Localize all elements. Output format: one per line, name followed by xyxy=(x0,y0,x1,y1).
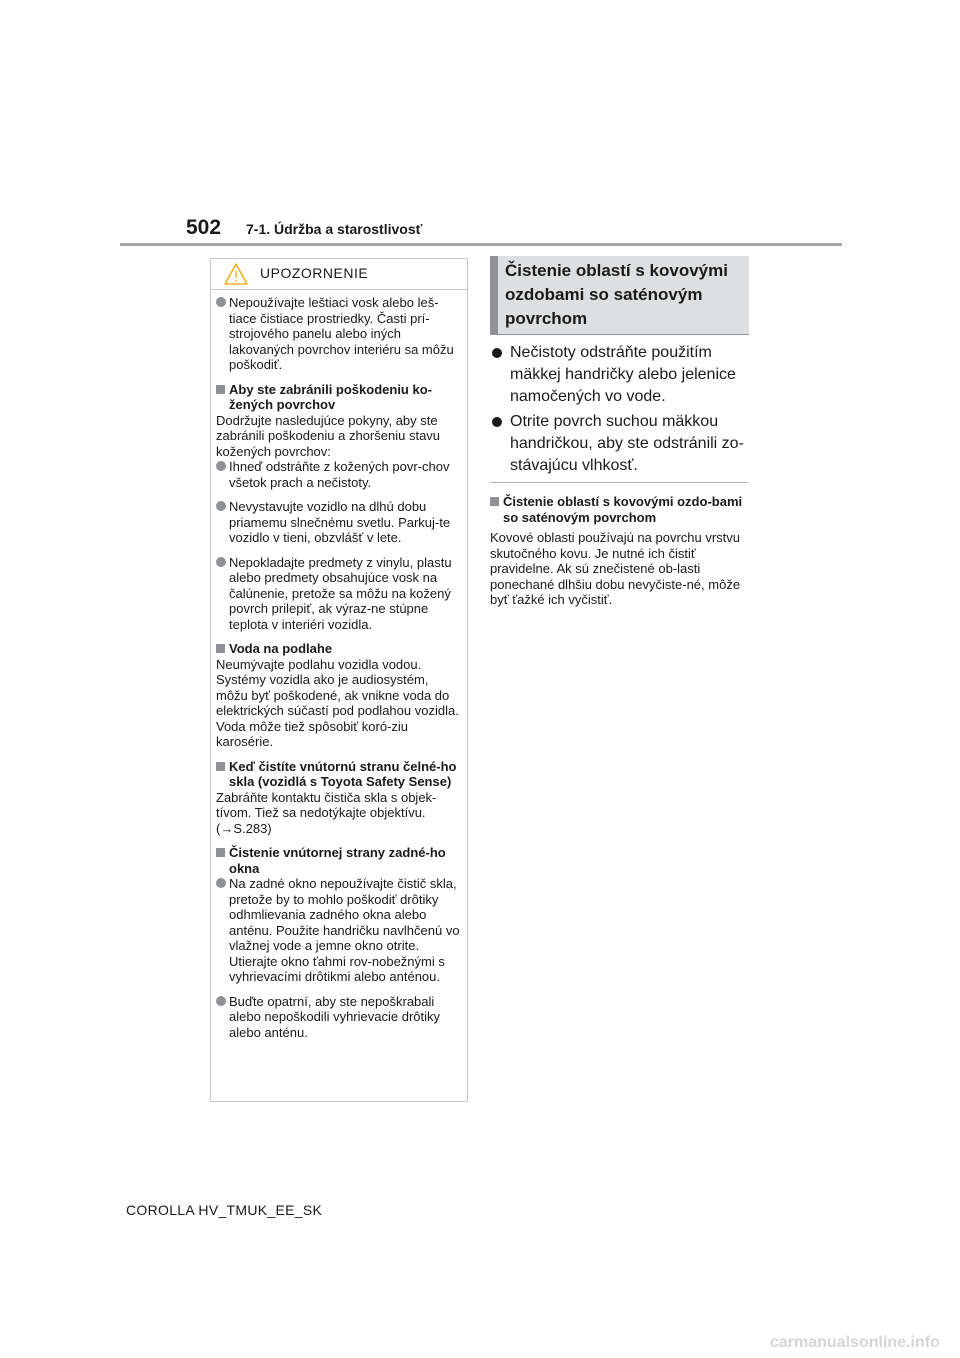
section-title: Čistenie oblastí s kovovými ozdobami so saténovým povrchom xyxy=(490,256,749,335)
rear-window-heading: Čistenie vnútornej strany zadné-ho okna xyxy=(216,845,462,876)
rear-window-bullet: Na zadné okno nepoužívajte čistič skla, pretože by to mohlo poškodiť drôtiky odhmlievania zadného okna alebo anténu. Použite handričku navlhčenú vo vlažnej vode a jemne okno otrite. Utierajte okno ťahmi rov-nobežnými s vyhrievacími drôtikmi alebo anténou. xyxy=(216,876,462,985)
warning-intro-bullet: Nepoužívajte leštiaci vosk alebo leš-tiace čistiace prostriedky. Časti prí-strojového panelu alebo iných lakovaných povrchov interiéru sa môžu poškodiť. xyxy=(216,295,462,373)
warning-title: UPOZORNENIE xyxy=(260,265,369,281)
chapter-title: 7-1. Údržba a starostlivosť xyxy=(246,221,423,237)
windshield-text: Zabráňte kontaktu čističa skla s objek-tívom. Tiež sa nedotýkajte objektívu. xyxy=(216,789,437,820)
windshield-heading: Keď čistíte vnútornú stranu čelné-ho skla (vozidlá s Toyota Safety Sense) xyxy=(216,759,462,790)
page-header xyxy=(0,0,960,250)
windshield-section xyxy=(216,759,462,837)
floor-section xyxy=(216,641,462,750)
page-reference-link[interactable]: (→S.283) xyxy=(216,820,272,836)
leather-bullet: Nepokladajte predmety z vinylu, plastu alebo predmety obsahujúce vosk na čalúnenie, pretože sa môžu na kožený povrch prilepiť, ak výraz-ne stúpne teplota v interiéri vozidla. xyxy=(216,555,462,633)
rear-window-bullet: Buďte opatrní, aby ste nepoškrabali alebo nepoškodili vyhrievacie drôtiky alebo anténu. xyxy=(216,994,462,1041)
leather-bullet: Nevystavujte vozidlo na dlhú dobu priamemu slnečnému svetlu. Parkuj-te vozidlo v tieni, obzvlášť v lete. xyxy=(216,499,462,546)
header-rule xyxy=(120,243,842,246)
footer-model: COROLLA HV_TMUK_EE_SK xyxy=(126,1202,323,1218)
warning-box xyxy=(210,258,468,1102)
leather-section xyxy=(216,382,462,633)
rear-window-section xyxy=(216,845,462,1040)
note-heading: Čistenie oblastí s kovovými ozdo-bami so saténovým povrchom xyxy=(490,494,752,525)
bullet-dot-icon xyxy=(492,417,502,427)
section-bullet: Nečistoty odstráňte použitím mäkkej handričky alebo jelenice namočených vo vode. xyxy=(492,342,752,408)
bullet-dot-icon xyxy=(216,297,226,307)
bullet-dot-icon xyxy=(216,461,226,471)
watermark: carmanualsonline.info xyxy=(770,1334,940,1351)
leather-bullet: Ihneď odstráňte z kožených povr-chov všetok prach a nečistoty. xyxy=(216,459,462,490)
bullet-dot-icon xyxy=(492,348,502,358)
square-bullet-icon xyxy=(216,762,225,771)
note-text: Kovové oblasti používajú na povrchu vrstvu skutočného kovu. Je nutné ich čistiť pravidelne. Ak sú znečistené ob-lasti ponechané dlhšiu dobu nevyčiste-né, môže byť ťažké ich vyčistiť. xyxy=(490,530,741,607)
section-bullet: Otrite povrch suchou mäkkou handričkou, aby ste odstránili zo-stávajúcu vlhkosť. xyxy=(492,411,752,477)
bullet-dot-icon xyxy=(216,878,226,888)
leather-heading: Aby ste zabránili poškodeniu ko-žených povrchov xyxy=(216,382,462,413)
bullet-dot-icon xyxy=(216,501,226,511)
bullet-dot-icon xyxy=(216,996,226,1006)
floor-text: Neumývajte podlahu vozidla vodou. Systémy vozidla ako je audiosystém, môžu byť poškodené, ak vnikne voda do elektrických súčastí pod podlahou vozidla. Voda môže tiež spôsobiť koró-ziu karosérie. xyxy=(216,656,459,749)
square-bullet-icon xyxy=(216,385,225,394)
warning-body xyxy=(211,290,467,1040)
page-number: 502 xyxy=(186,216,222,239)
square-bullet-icon xyxy=(490,497,499,506)
section-divider xyxy=(490,482,748,483)
floor-heading: Voda na podlahe xyxy=(216,641,462,657)
warning-triangle-icon xyxy=(224,263,248,285)
bullet-dot-icon xyxy=(216,557,226,567)
warning-header xyxy=(211,259,467,290)
square-bullet-icon xyxy=(216,848,225,857)
leather-text: Dodržujte nasledujúce pokyny, aby ste zabránili poškodeniu a zhoršeniu stavu kožených povrchov: xyxy=(216,412,441,459)
square-bullet-icon xyxy=(216,644,225,653)
